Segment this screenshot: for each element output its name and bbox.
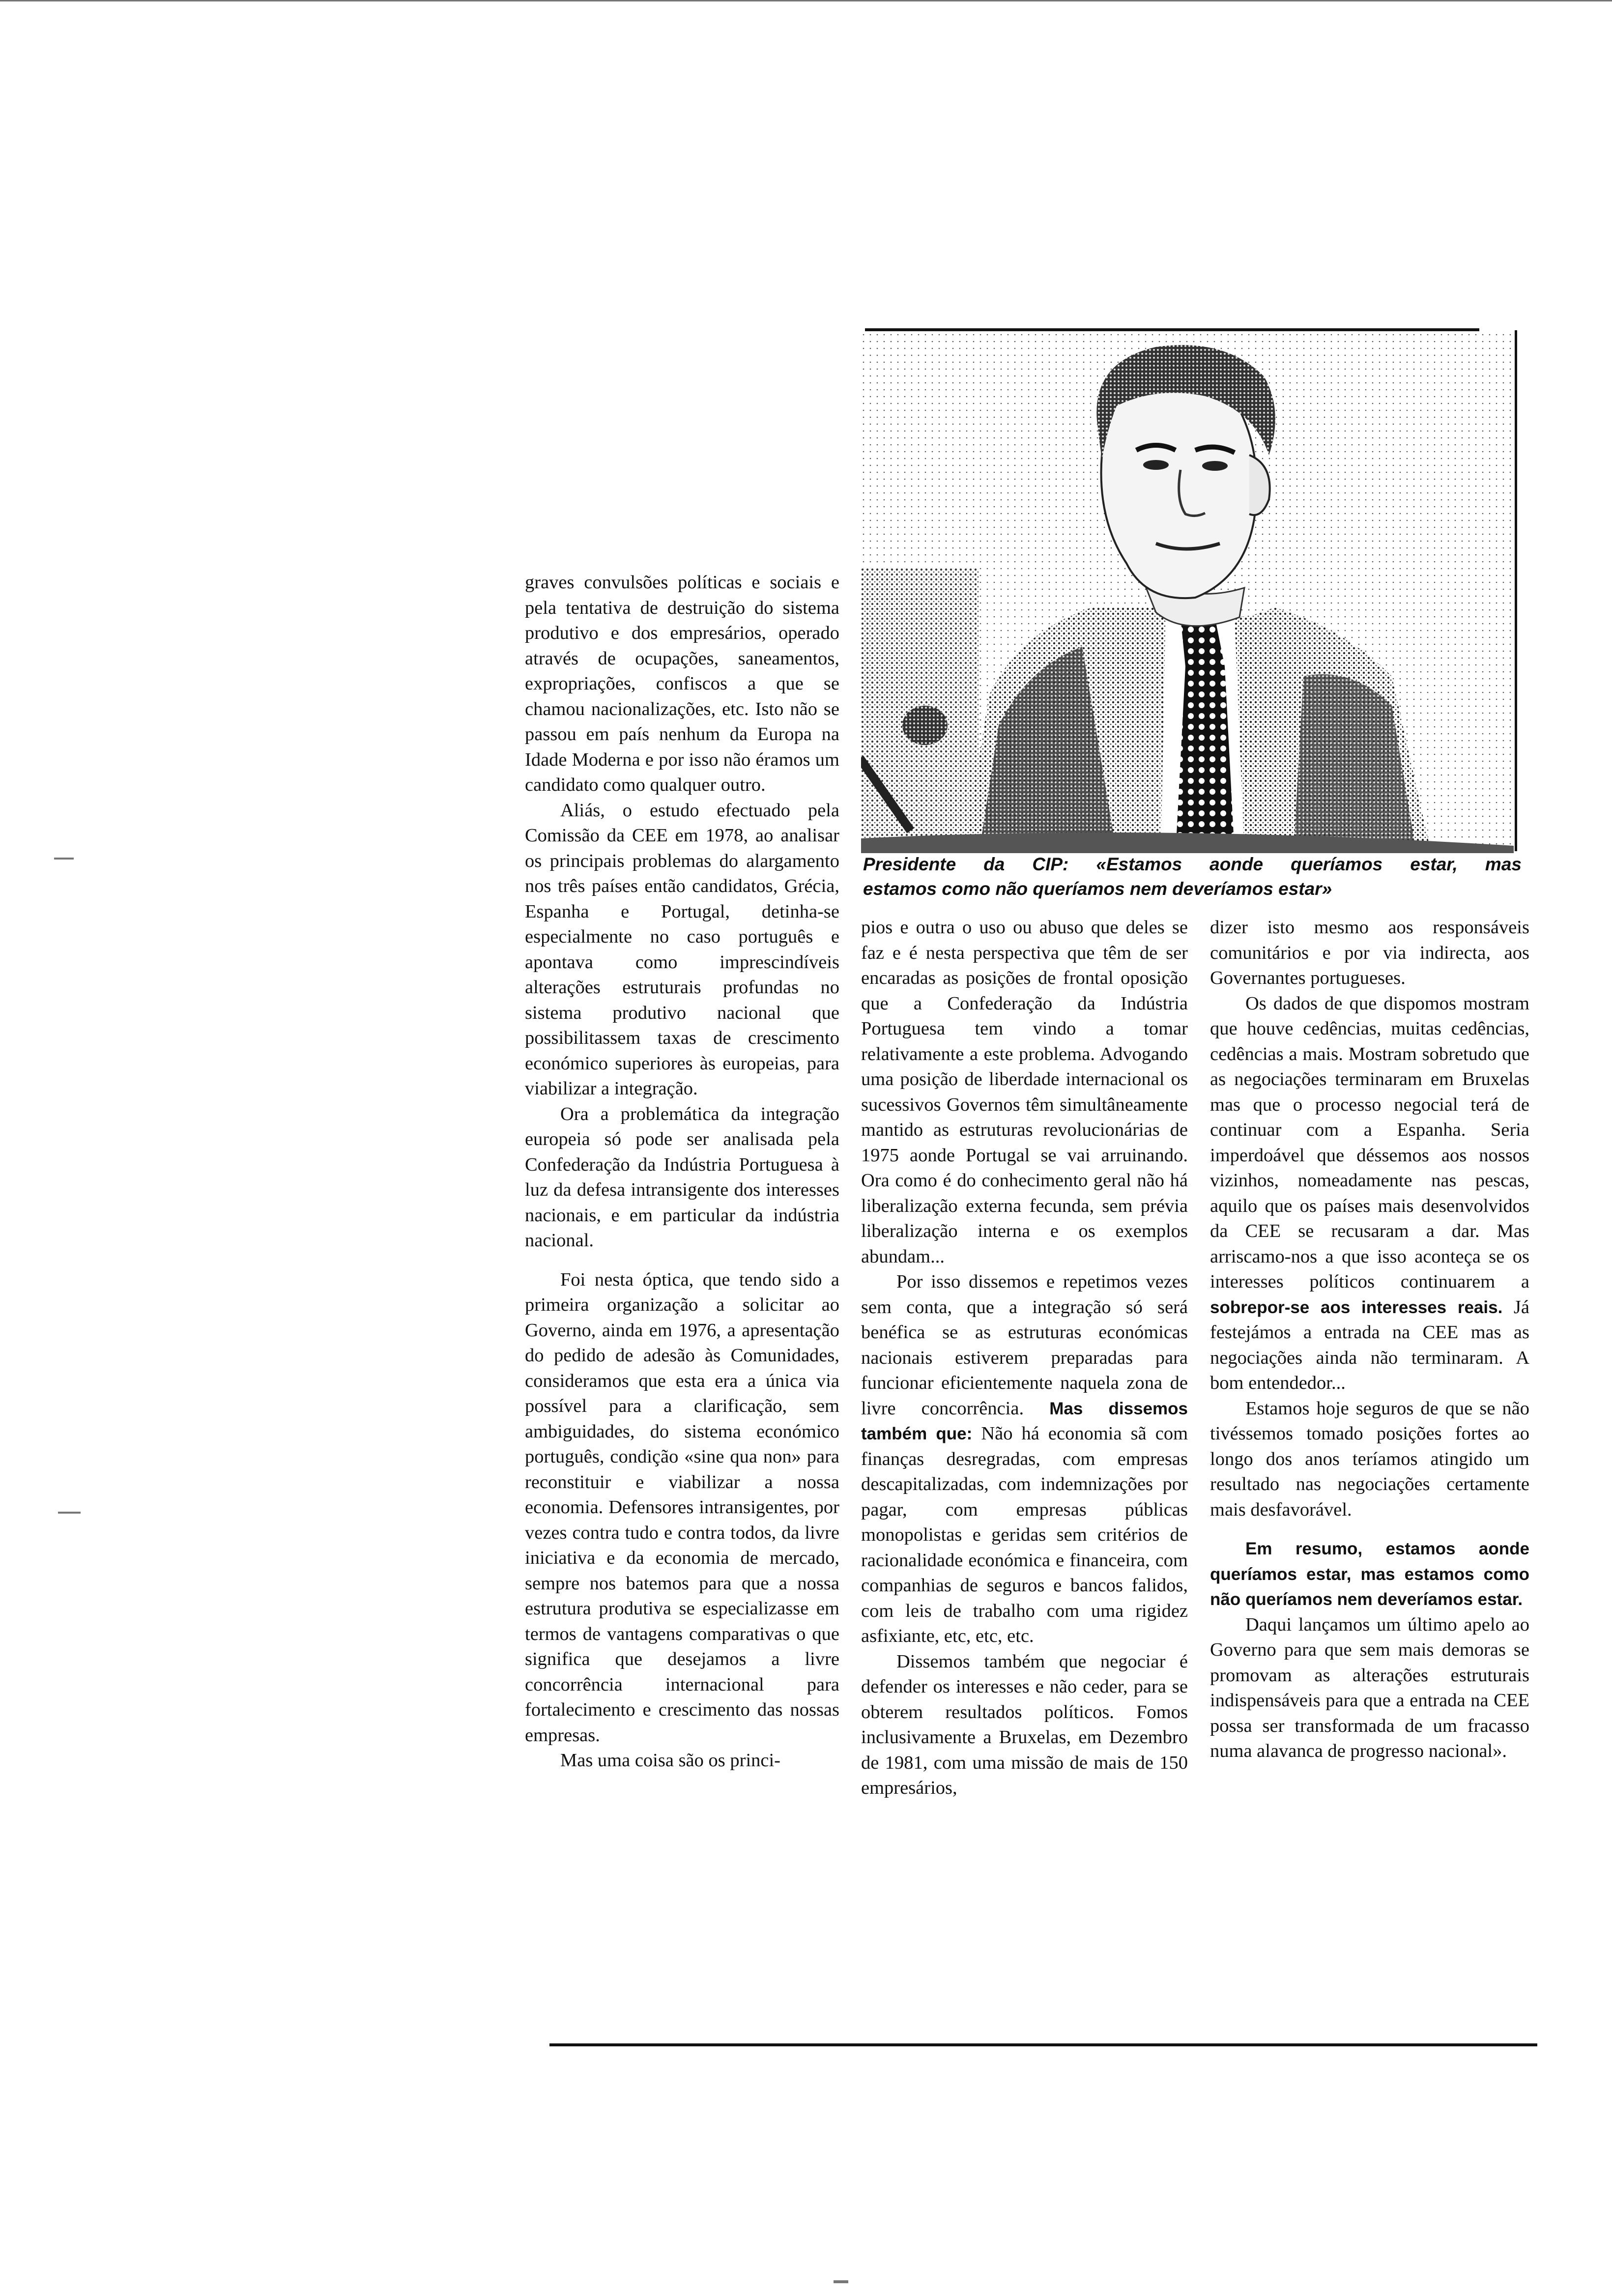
top-rule: [865, 328, 1479, 331]
paragraph-text: Já festejámos a entrada na CEE mas as negociações ainda não terminaram. A bom entendedor...: [1210, 1296, 1529, 1393]
bold-text: sobrepor-se aos interesses reais.: [1210, 1297, 1503, 1317]
caption-line-2: estamos como não queríamos nem deveríamos estar»: [863, 879, 1332, 899]
paragraph: graves convulsões políticas e sociais e pela tentativa de destruição do sistema produtivo e dos empresários, operado através de ocupações, saneamentos, expropriações, confiscos a que se chamou nacionalizações, etc. Isto não se passou em país nenhum da Europa na Idade Moderna e por isso não éramos um candidato como qualquer outro.: [525, 572, 839, 795]
paragraph: Aliás, o estudo efectuado pela Comissão da CEE em 1978, ao analisar os principais problemas do alargamento nos três países então candidatos, Grécia, Espanha e Portugal, detinha-se especialmente no caso português e apontava como imprescindíveis alterações estruturais profundas no sistema produtivo nacional que possibilitassem taxas de crescimento económico superiores às europeias, para viabilizar a integração.: [525, 800, 839, 1099]
paragraph: Mas uma coisa são os princi-: [560, 1750, 780, 1771]
paragraph: [1210, 991, 1529, 1396]
paragraph: Foi nesta óptica, que tendo sido a primeira organização a solicitar ao Governo, ainda em 1976, a apresentação do pedido de adesão às Comunidades, consideramos que esta era a única via possível para a clarificação, sem ambiguidades, do sistema económico português, condição «sine qua non» para reconstituir e viabilizar a nossa economia. Defensores intransigentes, por vezes contra tudo e contra todos, da livre iniciativa e da economia de mercado, sempre nos batemos para que a nossa estrutura produtiva se especializasse em termos de vantagens comparativas o que significa que desejamos a livre concorrência internacional para fortalecimento e crescimento das nossas empresas.: [525, 1269, 839, 1746]
paragraph: Dissemos também que negociar é defender os interesses e não ceder, para se obterem resultados políticos. Fomos inclusivamente a Bruxelas, em Dezembro de 1981, com uma missão de mais de 150 empresários,: [861, 1651, 1188, 1798]
article-column-1: [525, 570, 839, 1774]
paragraph: Ora a problemática da integração europeia só pode ser analisada pela Confederação da Indústria Portuguesa à luz da defesa intransigente dos interesses nacionais, e em particular da indústria nacional.: [525, 1103, 839, 1251]
paragraph-text: Não há economia sã com finanças desregradas, com empresas descapitalizadas, com indemnizações por pagar, com empresas públicas monopolistas e geridas sem critérios de racionalidade económica e financeira, com companhias de seguros e bancos falidos, com leis de trabalho com uma rigidez asfixiante, etc, etc, etc.: [861, 1423, 1188, 1646]
paragraph-text: Por isso dissemos e repetimos vezes sem conta, que a integração só será benéfica se as estruturas económicas nacionais estiverem preparadas para funcionar eficientemente naquela zona de livre concorrência.: [861, 1271, 1188, 1419]
paragraph-text: Os dados de que dispomos mostram que houve cedências, muitas cedências, cedências a mais. Mostram sobretudo que as negociações terminaram em Bruxelas mas que o processo negocial terá de continuar com a Espanha. Seria imperdoável que déssemos aos nossos vizinhos, nomeadamente nas pescas, aquilo que os países mais desenvolvidos da CEE se recusaram a dar. Mas arriscamo-nos a que isso aconteça se os interesses políticos continuarem a: [1210, 993, 1529, 1292]
bottom-rule: [549, 2043, 1537, 2046]
photo-caption: [863, 852, 1522, 901]
scan-mark: [58, 1512, 81, 1514]
paragraph: pios e outra o uso ou abuso que deles se faz e é nesta perspectiva que têm de ser encaradas as posições de frontal oposição que a Confederação da Indústria Portuguesa tem vindo a tomar relativamente a este problema. Advogando uma posição de liberdade internacional os sucessivos Governos têm simultâneamente mantido as estruturas revolucionárias de 1975 aonde Portugal se vai arruinando. Ora como é do conhecimento geral não há liberalização externa fecunda, sem prévia liberalização interna e os exemplos abundam...: [861, 917, 1188, 1267]
photo-right-rule: [1515, 330, 1517, 851]
caption-line-1: Presidente da CIP: «Estamos aonde queríamos estar, mas: [863, 854, 1522, 874]
portrait-photo: [861, 332, 1514, 853]
paragraph: Daqui lançamos um último apelo ao Governo para que sem mais demoras se promovam as alterações estruturais indispensáveis para que a entrada na CEE possa ser transformada de um fracasso numa alavanca de progresso nacional».: [1210, 1614, 1529, 1761]
article-column-2: [861, 915, 1188, 1801]
article-column-3: [1210, 915, 1529, 1764]
paragraph: [1210, 1536, 1529, 1612]
bold-text: Mas dissemos também que:: [861, 1399, 1188, 1443]
paragraph: dizer isto mesmo aos responsáveis comunitários e por via indirecta, aos Governantes portugueses.: [1210, 917, 1529, 988]
portrait-photo-drawing: [861, 332, 1514, 853]
scan-edge-mark: [0, 0, 1612, 1]
paragraph: Estamos hoje seguros de que se não tivéssemos tomado posições fortes ao longo dos anos teríamos atingido um resultado nas negociações certamente mais desfavorável.: [1210, 1398, 1529, 1520]
bold-summary: Em resumo, estamos aonde queríamos estar, mas estamos como não queríamos nem deveríamos estar.: [1210, 1539, 1529, 1609]
scan-mark: [54, 858, 74, 860]
paragraph: [861, 1269, 1188, 1649]
scan-mark: [834, 2280, 848, 2283]
